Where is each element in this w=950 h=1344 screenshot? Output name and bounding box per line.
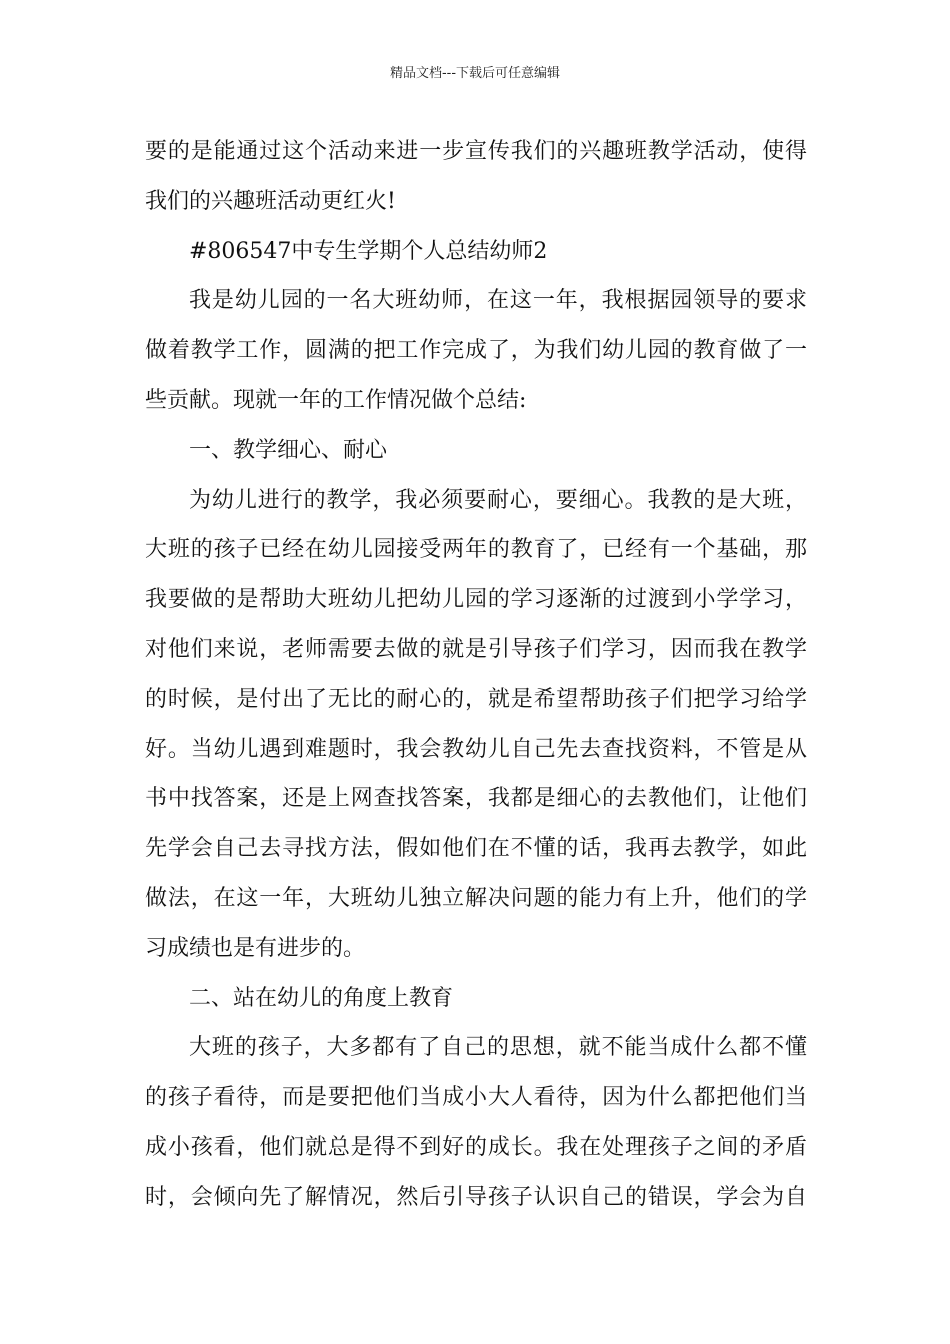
body-line: 先学会自己去寻找方法，假如他们在不懂的话，我再去教学，如此 bbox=[145, 836, 807, 862]
body-line: 书中找答案，还是上网查找答案，我都是细心的去教他们，让他们 bbox=[145, 786, 807, 812]
body-line: 我要做的是帮助大班幼儿把幼儿园的学习逐渐的过渡到小学学习， bbox=[145, 587, 807, 613]
body-line: 大班的孩子已经在幼儿园接受两年的教育了，已经有一个基础，那 bbox=[145, 537, 807, 563]
body-line: 我们的兴趣班活动更红火! bbox=[145, 188, 396, 214]
body-line: 做着教学工作，圆满的把工作完成了，为我们幼儿园的教育做了一 bbox=[145, 338, 807, 364]
body-line: 时，会倾向先了解情况，然后引导孩子认识自己的错误，学会为自 bbox=[145, 1184, 807, 1210]
body-line: 些贡献。现就一年的工作情况做个总结: bbox=[145, 387, 527, 413]
body-line: 做法，在这一年，大班幼儿独立解决问题的能力有上升，他们的学 bbox=[145, 885, 807, 911]
body-line: 习成绩也是有进步的。 bbox=[145, 935, 366, 961]
section-heading: 二、站在幼儿的角度上教育 bbox=[189, 985, 454, 1011]
paragraph-first-line: 大班的孩子，大多都有了自己的思想，就不能当成什么都不懂 bbox=[189, 1035, 807, 1061]
body-line: 对他们来说，老师需要去做的就是引导孩子们学习，因而我在教学 bbox=[145, 636, 807, 662]
paragraph-first-line: 我是幼儿园的一名大班幼师，在这一年，我根据园领导的要求 bbox=[189, 288, 807, 314]
section-heading: 一、教学细心、耐心 bbox=[189, 437, 388, 463]
body-line: 好。当幼儿遇到难题时，我会教幼儿自己先去查找资料，不管是从 bbox=[145, 736, 807, 762]
document-body bbox=[145, 127, 807, 1223]
body-line: 的时候，是付出了无比的耐心的，就是希望帮助孩子们把学习给学 bbox=[145, 686, 807, 712]
paragraph-first-line: 为幼儿进行的教学，我必须要耐心，要细心。我教的是大班， bbox=[189, 487, 807, 513]
section-title: #806547中专生学期个人总结幼师2 bbox=[189, 238, 548, 264]
body-line: 成小孩看，他们就总是得不到好的成长。我在处理孩子之间的矛盾 bbox=[145, 1134, 807, 1160]
body-line: 的孩子看待，而是要把他们当成小大人看待，因为什么都把他们当 bbox=[145, 1085, 807, 1111]
page-header: 精品文档---下载后可任意编辑 bbox=[389, 66, 561, 81]
body-line: 要的是能通过这个活动来进一步宣传我们的兴趣班教学活动，使得 bbox=[145, 139, 807, 164]
